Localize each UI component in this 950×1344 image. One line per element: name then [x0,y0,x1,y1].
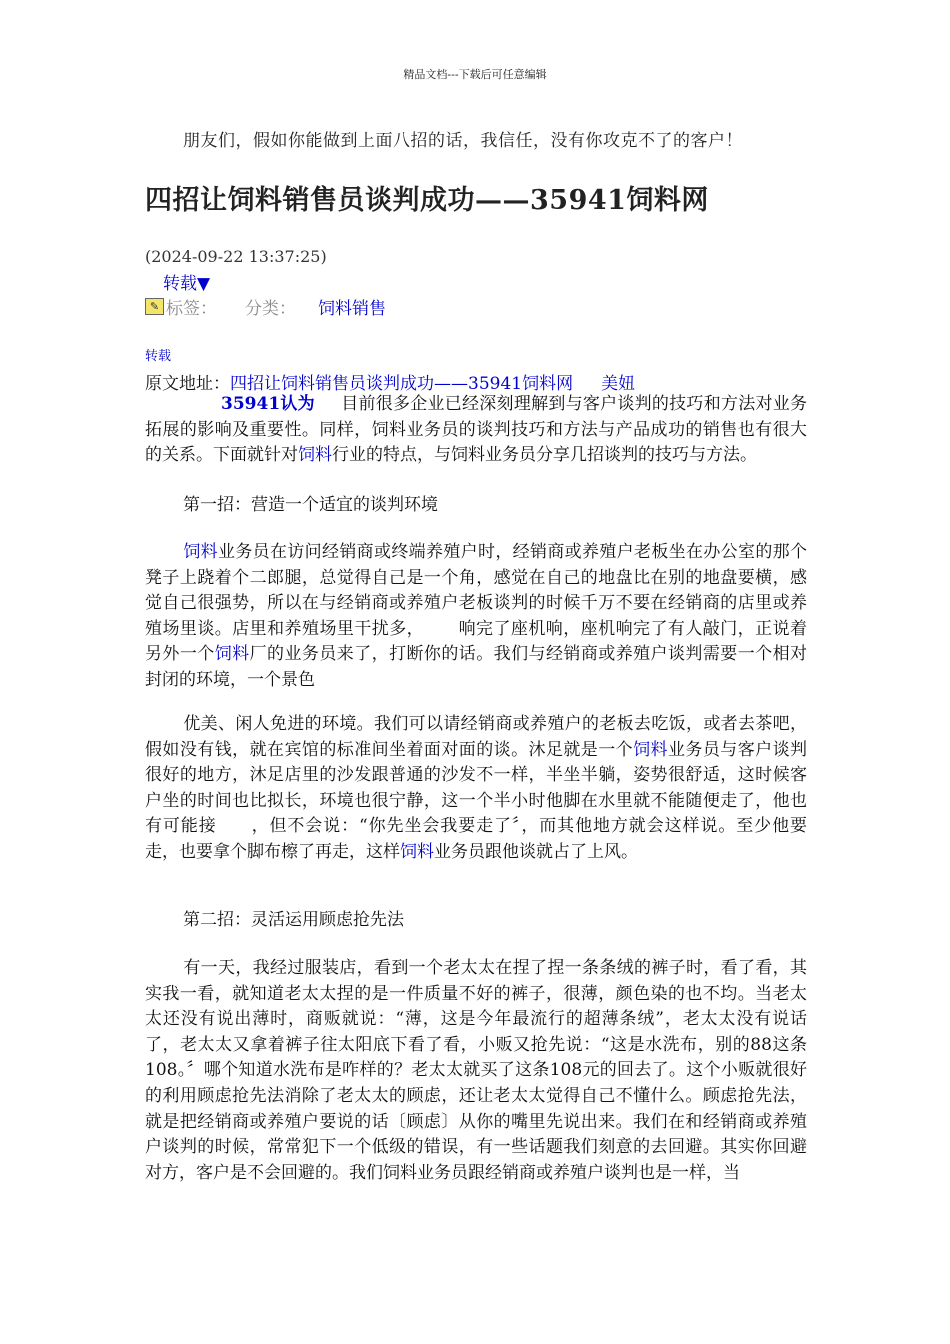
paragraph-preemption [145,956,807,1186]
paragraph-text: 业务员与客户谈判很好的地方，沐足店里的沙发跟普通的沙发不一样，半坐半躺，姿势很舒适，这时候客户坐的时间也比拟长，环境也很宁静，这一个半小时他脚在水里就不能随便走了，他也有可能接 [145,739,808,837]
paragraph-environment [145,540,807,694]
repost-toggle-link[interactable]: 转载▼ [163,274,211,294]
tags-row [145,294,386,319]
paragraph-text: 响完了座机响，座机响完了有人敲门，正说着另外一个 [145,618,808,665]
paragraph-text: 业务员跟他谈就占了上风。 [434,841,638,862]
paragraph-text: 优美、闲人免进的环境。我们可以请经销商或养殖户的老板去吃饭，或者去茶吧，假如没有钱，就在宾馆的标准间坐着面对面的谈。沐足就是一个 [145,714,807,760]
source-row [145,369,635,394]
feed-link[interactable]: 饲料 [400,841,434,862]
article-title: 四招让饲料销售员谈判成功——35941饲料网 [145,185,709,216]
paragraph-footbath [145,712,807,866]
paragraph-text: 厂的业务员来了，打断你的话。我们与经销商或养殖户谈判需要一个相对封闭的环境，一个景色 [145,644,808,690]
post-datetime: (2024-09-22 13:37:25) [145,247,327,266]
heading-text: 第一招：营造一个适宜的谈判环境 [183,495,438,515]
section-heading-2 [145,908,807,934]
intro-line: 朋友们，假如你能做到上面八招的话，我信任，没有你攻克不了的客户！ [183,131,743,151]
feed-link[interactable]: 饲料 [214,644,250,665]
tags-label: 标签： [166,299,217,319]
keyword-35941: 35941认为 [221,394,315,414]
header-note: 精品文档---下载后可任意编辑 [403,68,547,81]
section-heading-1 [145,493,807,519]
paragraph-intro [145,392,807,469]
category-link[interactable]: 饲料销售 [318,299,386,319]
paragraph-text: 目前很多企业已经深刻理解到与客户谈判的技巧和方法对业务拓展的影响及重要性。同样，饲料业务员的谈判技巧和方法与产品成功的销售也有很大的关系。下面就针对 [145,394,807,466]
feed-link[interactable]: 饲料 [183,542,218,562]
heading-text: 第二招：灵活运用顾虑抢先法 [183,910,404,930]
author-link[interactable]: 美妞 [601,374,636,394]
category-label: 分类： [245,299,296,319]
feed-link[interactable]: 饲料 [633,739,668,760]
paragraph-text: 有一天，我经过服装店，看到一个老太太在捏了捏一条条绒的裤子时，看了看，其实我一看，就知道老太太捏的是一件质量不好的裤子，很薄，颜色染的也不均。当老太太还没有说出薄时，商贩就说：“薄，这是今年最流行的超薄条绒”，老太太没有说话了，老太太又拿着裤子往太阳底下看了看，小贩又抢先说：“这是水洗布，别的88这条108。〞哪个知道水洗布是咋样的？老太太就买了这条108元的回去了。这个小贩就很好的利用顾虑抢先法消除了老太太的顾虑，还让老太太觉得自己不懂什么。顾虑抢先法，就是把经销商或养殖户要说的话〔顾虑〕从你的嘴里先说出来。我们在和经销商或养殖户谈判的时候，常常犯下一个低级的错误，有一些话题我们刻意的去回避。其实你回避对方，客户是不会回避的。我们饲料业务员跟经销商或养殖户谈判也是一样，当 [145,958,807,1183]
tag-icon: ✎ [145,298,164,315]
paragraph-text: ，但不会说：“你先坐会我要走了〞，而其他地方就会这样说。至少他要走，也要拿个脚布檫了再走，这样 [145,816,807,862]
source-label: 原文地址： [145,374,230,394]
paragraph-text: 业务员在访问经销商或终端养殖户时，经销商或养殖户老板坐在办公室的那个凳子上跷着个二郎腿，总觉得自己是一个角，感觉在自己的地盘比在别的地盘要横，感觉自己很强势，所以在与经销商或养殖户老板谈判的时候千万不要在经销商的店里或养殖场里谈。店里和养殖场里干扰多， [145,542,807,639]
feed-link[interactable]: 饲料 [298,445,332,466]
source-link[interactable]: 四招让饲料销售员谈判成功——35941饲料网 [230,374,574,394]
repost-link[interactable]: 转载 [145,349,172,364]
paragraph-text: 行业的特点，与饲料业务员分享几招谈判的技巧与方法。 [332,445,757,466]
